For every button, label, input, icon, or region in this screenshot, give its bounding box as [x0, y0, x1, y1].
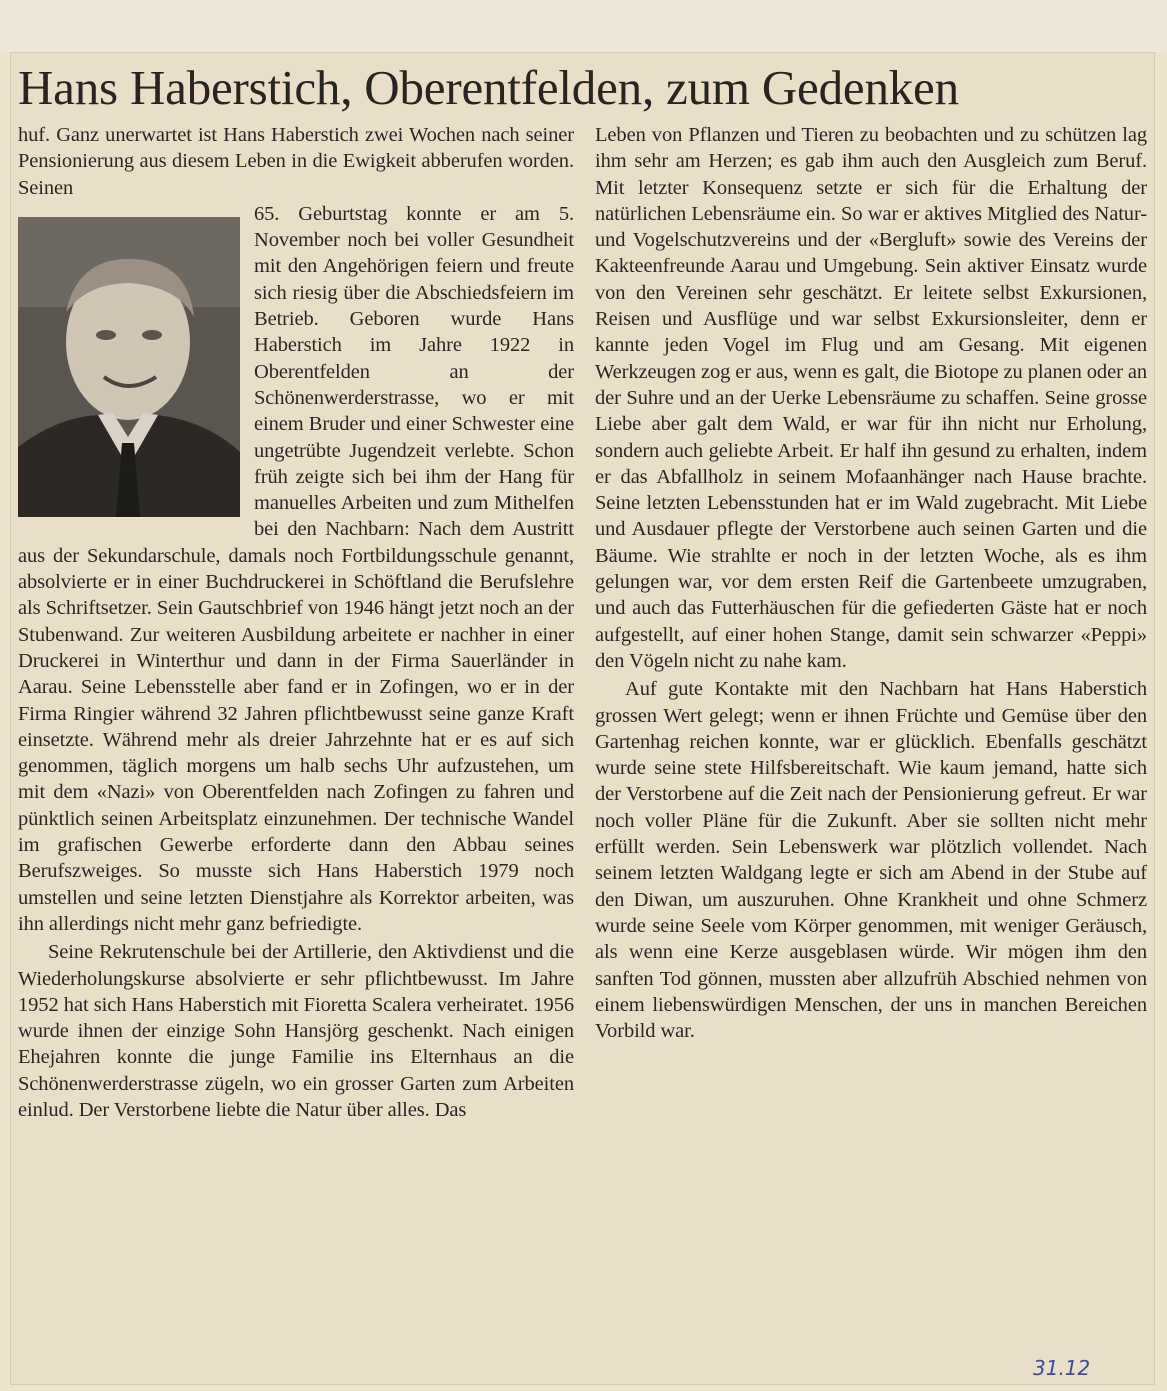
right-paragraph-1: Leben von Pflanzen und Tieren zu beobachten und zu schützen lag ihm sehr am Herzen; es gab ihm auch den Ausgleich zum Beruf. Mit letzter Konsequenz setzte er sich für die Erhaltung der natürlichen Lebensräume ein. So war er aktives Mitglied des Natur- und Vogelschutzvereins und der «Bergluft» sowie des Vereins der Kakteenfreunde Aarau und Umgebung. Sein aktiver Einsatz wurde von den Vereinen sehr geschätzt. Er leitete selbst Exkursionen, Reisen und Ausflüge und war selbst Exkursionsleiter, denn er kannte jeden Vogel im Flug und am Gesang. Mit eigenen Werkzeugen zog er aus, wenn es galt, die Biotope zu planen oder an der Suhre und an der Uerke Lebensräume zu schaffen. Seine grosse Liebe aber galt dem Wald, er war für ihn nicht nur Erholung, sondern auch geliebte Arbeit. Er half ihn gesund zu erhalten, indem er das Abfallholz in seinem Mofaanhänger nach Hause brachte. Seine letzten Lebensstunden hat er im Wald zugebracht. Mit Liebe und Ausdauer pflegte der Verstorbene auch seinen Garten und die Bäume. Wie strahlte er noch in der letzten Woche, als es ihm gelungen war, vor dem ersten Reif die Gartenbeete umzugraben, und auch das Futterhäuschen für die gefiederten Gäste hat er noch aufgestellt, auf einer hohen Stange, damit sein schwarzer «Peppi» den Vögeln nicht zu nahe kam.: [595, 124, 1147, 672]
left-paragraph-2: Seine Rekrutenschule bei der Artillerie, den Aktivdienst und die Wiederholungskurse absolvierte er sehr pflichtbewusst. Im Jahre 1952 hat sich Hans Haberstich mit Fioretta Scalera verheiratet. 1956 wurde ihnen der einzige Sohn Hansjörg geschenkt. Nach einigen Ehejahren konnte die junge Familie ins Elternhaus an die Schönenwerderstrasse zügeln, wo ein grosser Garten zum Arbeiten einlud. Der Verstorbene liebte die Natur über alles. Das: [18, 941, 574, 1121]
right-paragraph-2: Auf gute Kontakte mit den Nachbarn hat Hans Haberstich grossen Wert gelegt; wenn er ihnen Früchte und Gemüse über den Gartenhag reichen konnte, war er glücklich. Ebenfalls geschätzt wurde seine stete Hilfsbereitschaft. Wie kaum jemand, hatte sich der Verstorbene auf die Zeit nach der Pensionierung gefreut. Er war noch voller Pläne für die Zukunft. Aber sie sollten nicht mehr erfüllt werden. Sein Lebenswerk war plötzlich vollendet. Nach seinem letzten Waldgang legte er sich am Abend in der Stube auf den Diwan, um auszuruhen. Ohne Krankheit und ohne Schmerz wurde seine Seele vom Körper genommen, mit weniger Geräusch, als wenn eine Kerze ausgeblasen würde. Wir mögen ihm den sanften Tod gönnen, mussten aber allzufrüh Abschied nehmen von einem liebenswürdigen Menschen, der uns in manchen Bereichen Vorbild war.: [595, 678, 1147, 1043]
top-margin-strip: [0, 0, 1167, 52]
left-column: [18, 122, 574, 1123]
handwritten-date-note: 31.12: [1033, 1356, 1091, 1380]
article-headline: Hans Haberstich, Oberentfelden, zum Gedenken: [18, 60, 959, 115]
left-paragraph-1: 65. Geburtstag konnte er am 5. November noch bei voller Gesundheit mit den Angehörigen feiern und freute sich riesig über die Abschiedsfeiern im Betrieb. Geboren wurde Hans Haberstich im Jahre 1922 in Oberentfelden an der Schönenwerderstrasse, wo er mit einem Bruder und einer Schwester eine ungetrübte Jugendzeit verlebte. Schon früh zeigte sich bei ihm der Hang für manuelles Arbeiten und zum Mithelfen bei den Nachbarn: Nach dem Austritt aus der Sekundarschule, damals noch Fortbildungsschule genannt, absolvierte er in einer Buchdruckerei in Schöftland die Berufslehre als Schriftsetzer. Sein Gautschbrief von 1946 hängt jetzt noch an der Stubenwand. Zur weiteren Ausbildung arbeitete er nachher in einer Druckerei in Winterthur und dann in der Firma Sauerländer in Aarau. Seine Lebensstelle aber fand er in Zofingen, wo er in der Firma Ringier während 32 Jahren pflichtbewusst seine ganze Kraft einsetzte. Während mehr als dreier Jahrzehnte hat er es auf sich genommen, täglich morgens um halb sechs Uhr aufzustehen, um mit dem «Nazi» von Oberentfelden nach Zofingen zu fahren und pünktlich seinen Arbeitsplatz einzunehmen. Der technische Wandel im grafischen Gewerbe erforderte dann den Abbau seines Berufszweiges. So musste sich Hans Haberstich 1979 noch umstellen und seine letzten Dienstjahre als Korrektor arbeiten, was ihn allerdings nicht mehr ganz befriedigte.: [18, 202, 574, 935]
right-column: [595, 122, 1147, 1044]
intro-paragraph: huf. Ganz unerwartet ist Hans Haberstich zwei Wochen nach seiner Pensionierung aus diesem Leben in die Ewigkeit abberufen worden. Seinen: [18, 124, 574, 199]
portrait-photo: [18, 217, 240, 517]
